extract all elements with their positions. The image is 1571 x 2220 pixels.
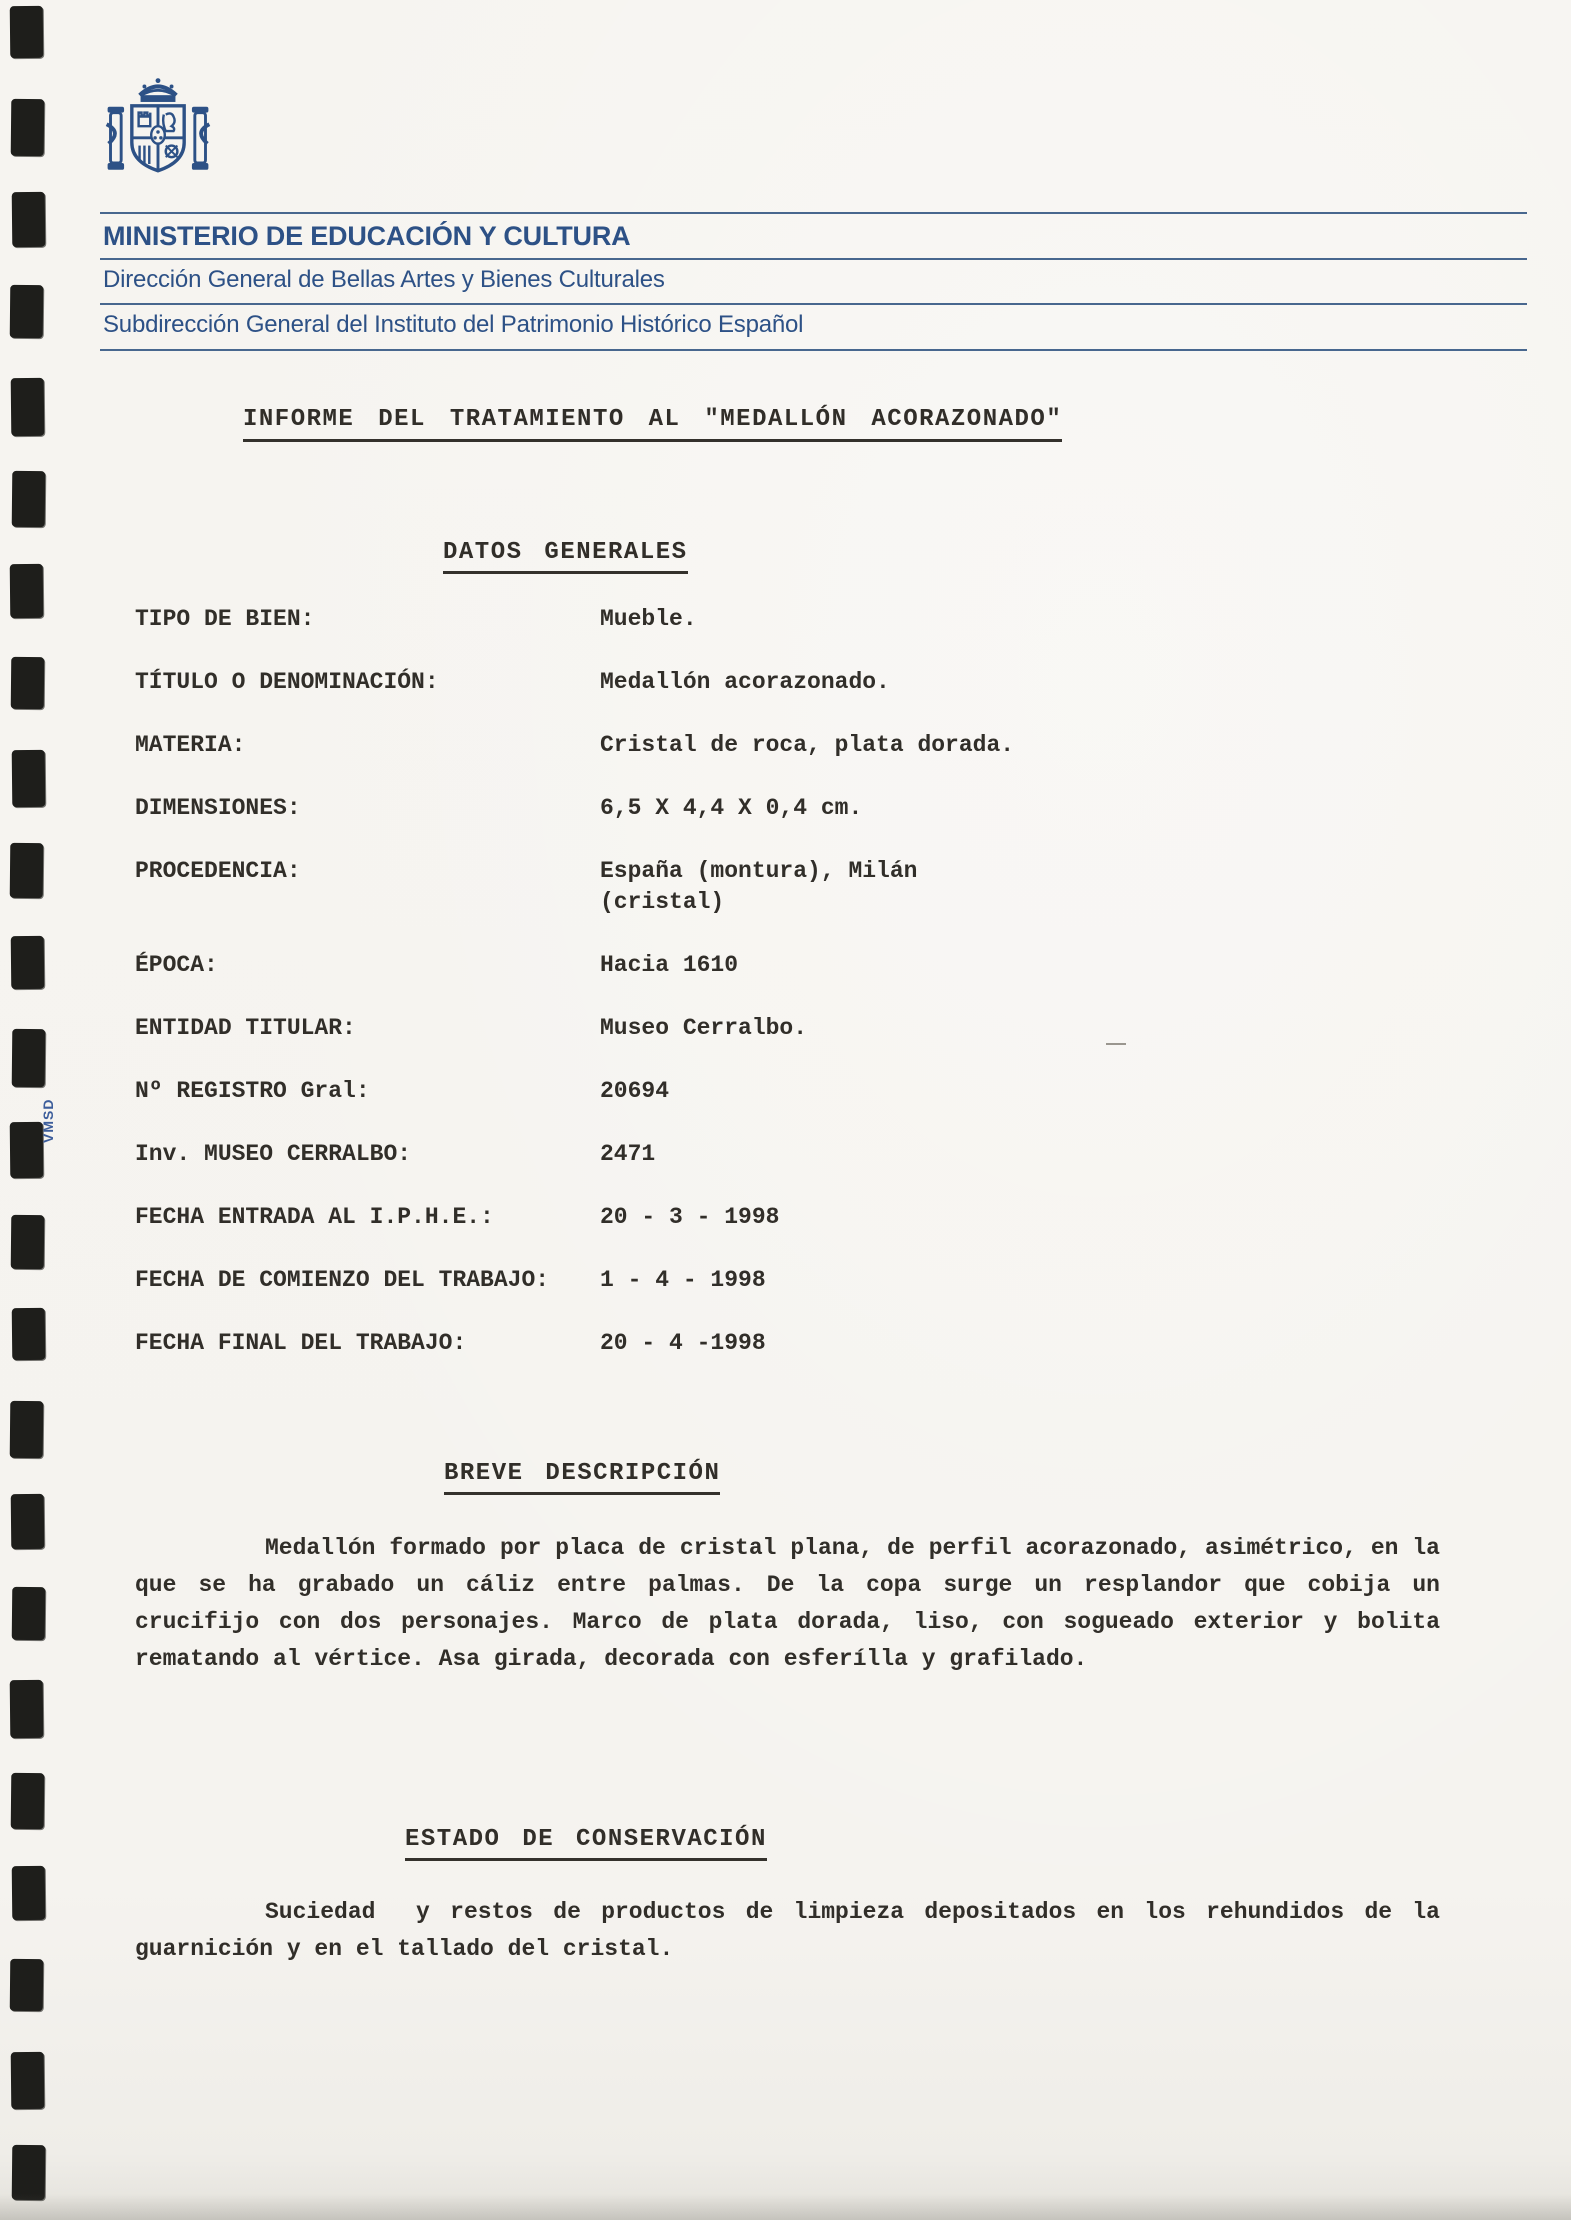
binding-mark — [12, 750, 46, 807]
binding-mark — [10, 1401, 44, 1458]
document-title: INFORME DEL TRATAMIENTO AL "MEDALLÓN ACORAZONADO" — [243, 406, 1062, 442]
field-label: Nº REGISTRO Gral: — [135, 1078, 370, 1104]
field-value: Mueble. — [600, 606, 697, 632]
field-value: 20694 — [600, 1078, 670, 1104]
subdireccion-general-line: Subdirección General del Instituto del Patrimonio Histórico Español — [103, 311, 804, 338]
binding-mark — [12, 192, 46, 247]
binding-mark — [12, 1308, 46, 1360]
binding-mark — [10, 843, 44, 898]
binding-mark — [10, 285, 44, 338]
scan-bottom-shadow — [0, 2194, 1571, 2220]
binding-mark — [11, 1215, 45, 1269]
section-heading-datos-generales: DATOS GENERALES — [443, 539, 688, 574]
field-row — [135, 856, 1475, 918]
binding-mark — [12, 1866, 46, 1920]
binding-mark — [10, 6, 44, 58]
binding-mark — [10, 564, 44, 618]
header-rule-2 — [100, 258, 1527, 260]
field-value: 1 - 4 - 1998 — [600, 1267, 766, 1293]
field-row — [135, 667, 1475, 698]
field-label: FECHA DE COMIENZO DEL TRABAJO: — [135, 1267, 550, 1293]
field-value: 20 - 4 -1998 — [600, 1330, 766, 1356]
field-value: Medallón acorazonado. — [600, 669, 890, 695]
field-row — [135, 793, 1475, 824]
datos-generales-fields — [135, 604, 1475, 1391]
binding-mark — [10, 1959, 44, 2011]
field-label: FECHA ENTRADA AL I.P.H.E.: — [135, 1204, 494, 1230]
header-rule-4 — [100, 349, 1527, 351]
side-vertical-label: VMSD — [40, 1098, 56, 1143]
field-label: Inv. MUSEO CERRALBO: — [135, 1141, 412, 1167]
binding-mark — [12, 2145, 46, 2200]
field-row — [135, 1202, 1475, 1233]
binding-mark — [11, 1773, 45, 1829]
breve-descripcion-paragraph: Medallón formado por placa de cristal plana, de perfil acorazonado, asimétrico, en la que se ha grabado un cáliz entre palmas. De la copa surge un resplandor que cobija un crucifijo con dos personajes. Marco de plata dorada, liso, con sogueado exterior y bolita rematando al vértice. Asa girada, decorada con esferílla y grafilado. — [135, 1535, 1454, 1672]
binding-mark — [11, 99, 45, 156]
estado-conservacion-paragraph: Suciedad y restos de productos de limpieza depositados en los rehundidos de la guarnición y en el tallado del cristal. — [135, 1899, 1454, 1962]
field-row — [135, 950, 1475, 981]
field-value: 6,5 X 4,4 X 0,4 cm. — [600, 795, 863, 821]
section-heading-estado-conservacion: ESTADO DE CONSERVACIÓN — [405, 1826, 767, 1861]
field-row — [135, 1013, 1475, 1044]
field-row — [135, 1139, 1475, 1170]
field-value: Cristal de roca, plata dorada. — [600, 732, 1015, 758]
binding-mark — [11, 657, 45, 709]
field-label: TÍTULO O DENOMINACIÓN: — [135, 669, 439, 695]
field-label: PROCEDENCIA: — [135, 858, 301, 884]
field-row — [135, 1076, 1475, 1107]
field-row — [135, 604, 1475, 635]
field-value: 20 - 3 - 1998 — [600, 1204, 780, 1230]
binding-mark — [11, 378, 45, 436]
field-value-line2: (cristal) — [600, 889, 725, 915]
binding-mark — [10, 1122, 44, 1178]
field-value: Hacia 1610 — [600, 952, 739, 978]
field-row — [135, 730, 1475, 761]
field-label: MATERIA: — [135, 732, 246, 758]
field-value: 2471 — [600, 1141, 656, 1167]
section-heading-breve-descripcion: BREVE DESCRIPCIÓN — [444, 1460, 720, 1495]
field-label: TIPO DE BIEN: — [135, 606, 315, 632]
binding-mark — [11, 2052, 45, 2109]
binding-mark — [12, 1587, 46, 1640]
field-label: ENTIDAD TITULAR: — [135, 1015, 356, 1041]
header-rule-3 — [100, 303, 1527, 305]
ministry-title: MINISTERIO DE EDUCACIÓN Y CULTURA — [103, 221, 631, 251]
field-row — [135, 1328, 1475, 1359]
binding-mark — [11, 936, 45, 989]
field-label: ÉPOCA: — [135, 952, 218, 978]
scan-artifact-dash — [1106, 1043, 1126, 1045]
header-rule-1 — [100, 212, 1527, 214]
binding-mark — [12, 1029, 46, 1087]
direccion-general-line: Dirección General de Bellas Artes y Bienes Culturales — [103, 266, 665, 293]
spain-coat-of-arms-icon — [95, 72, 221, 192]
binding-mark — [10, 1680, 44, 1738]
field-label: FECHA FINAL DEL TRABAJO: — [135, 1330, 467, 1356]
binding-mark — [12, 471, 46, 527]
field-value: Museo Cerralbo. — [600, 1015, 808, 1041]
field-label: DIMENSIONES: — [135, 795, 301, 821]
field-row — [135, 1265, 1475, 1296]
field-value: España (montura), Milán (cristal) — [600, 856, 917, 918]
binding-mark — [11, 1494, 45, 1549]
